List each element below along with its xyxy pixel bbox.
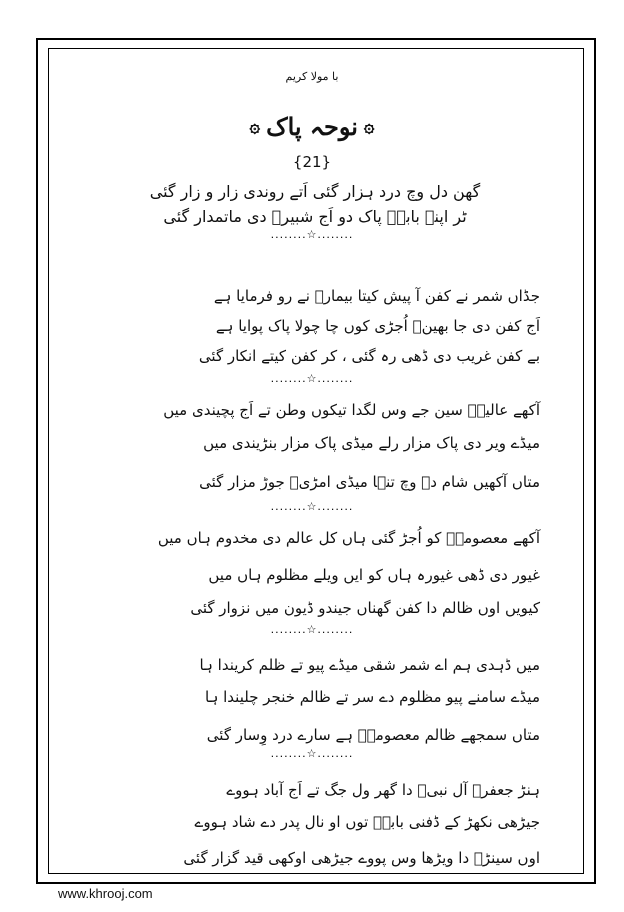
separator-star: ........☆........ [270,623,354,636]
ornament-right-icon: ۞ [363,116,375,137]
stanza-5-line-2: جیڑھی نکھڑ کے ڈفنی بابےؑ توں او نال پدر دے شاد ہووے [194,813,540,831]
separator-star: ........☆........ [270,228,354,241]
stanza-1-line-2: اَج کفن دی جا بھینؑ اُجڑی کوں چا چولا پاک پوایا ہے [215,317,540,335]
stanza-2-line-1: آکھے عالیہؑ سین جے وس لگدا تیکوں وطن تے اَج پچیندی میں [163,401,540,419]
stanza-3-line-3: کیویں اوں ظالم دا کفن گھناں جیندو ڈیون میں نزوار گئی [190,599,540,617]
stanza-2-line-3: متاں آکھیں شام دے وچ تنہا میڈی امڑیؑ جوڑ مزار گئی [199,473,540,491]
separator-star: ........☆........ [270,747,354,760]
separator-star: ........☆........ [270,372,354,385]
page-title [250,112,375,141]
title-block [0,112,624,141]
stanza-4-line-1: میں ڈہدی ہم اے شمر شقی میڈے پیو تے ظلم کریندا ہا [199,656,540,674]
opening-line-1: گھن دل وچ درد ہزار گئی اَتے روندی زار و زار گئی [149,182,481,201]
stanza-5-line-3: اوں سینڑؑ دا ویڑھا وس پووے جیڑھی اوکھی قید گزار گئی [183,849,540,867]
poem-number: {21} [292,153,332,171]
website-link[interactable]: www.khrooj.com [58,886,153,901]
stanza-4-line-3: متاں سمجھے ظالم معصومہؑ ہے سارے درد وِسار گئی [206,726,540,744]
stanza-5-line-1: ہنڑ جعفرؑ آل نبیؐ دا گھر ول جگ تے اَج آباد ہووے [226,781,540,799]
title-text: نوحہ پاک [266,112,358,141]
stanza-2-line-2: میڈے ویر دی پاک مزار رلے میڈی پاک مزار بنڑیندی میں [203,434,540,452]
separator-star: ........☆........ [270,500,354,513]
opening-line-2: ٹر اپنے بابےؑ پاک دو اَج شبیرؑ دی ماتمدار گئی [163,207,467,226]
stanza-1-line-1: جڈاں شمر نے کفن آ پیش کیتا بیمارؑ نے رو فرمایا ہے [213,287,540,305]
stanza-4-line-2: میڈے سامنے پیو مظلوم دے سر تے ظالم خنجر چلیندا ہا [205,688,540,706]
stanza-1-line-3: بے کفن غریب دی ڈھی رہ گئی ، کر کفن کیتے انکار گئی [198,347,540,365]
ornament-left-icon: ۞ [249,116,261,137]
invocation-text: با مولا کریم [285,70,339,83]
stanza-3-line-1: آکھے معصومہؑ کو اُجڑ گئی ہاں کل عالم دی مخدوم ہاں میں [157,529,540,547]
stanza-3-line-2: غیور دی ڈھی غیورہ ہاں کو ایں ویلے مظلوم ہاں میں [208,566,540,584]
